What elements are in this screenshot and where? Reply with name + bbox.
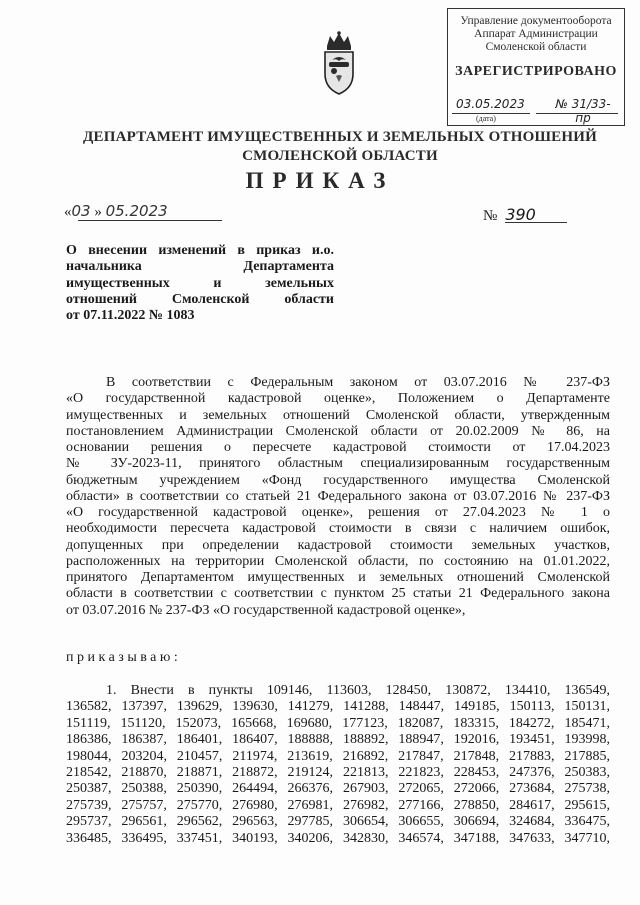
stamp-handwritten-number: № 31/33-пр (555, 97, 611, 125)
stamp-line-1: Управление документооборота (460, 15, 612, 27)
stamp-date-caption: (дата) (476, 114, 496, 123)
date-day-handwritten: 03 (71, 202, 91, 220)
department-header (60, 128, 620, 166)
preamble-paragraph (66, 375, 610, 619)
stamp-handwritten-date: 03.05.2023 (456, 97, 525, 111)
preamble-line: бюджетным учреждением «Фонд государственного имущества Смоленской (66, 472, 610, 488)
number-sign: № (483, 208, 498, 224)
number-underline (505, 222, 567, 223)
date-open-quote: « (64, 204, 72, 220)
preamble-line: области в соответствии с соответствии с пунктом 25 статьи 21 Федерального закона (66, 586, 610, 602)
stamp-line-2: Аппарат Администрации (474, 28, 598, 40)
date-month-year-handwritten: 05.2023 (105, 202, 168, 220)
preamble-line: от 03.07.2016 № 237-ФЗ «О государственной кадастровой оценке», (66, 602, 466, 618)
item-line: 1. Внести в пункты 109146, 113603, 128450, 130872, 134410, 136549, (106, 683, 610, 698)
preamble-line: области» в соответствии со статьей 21 Федерального закона от 03.07.2016 № 237-ФЗ (66, 488, 610, 504)
item-line: 151119, 151120, 152073, 165668, 169680, 177123, 182087, 183315, 184272, 185471, (66, 715, 610, 731)
item-line: 336485, 336495, 337451, 340193, 340206, 342830, 346574, 347188, 347633, 347710, (66, 830, 610, 846)
document-type-title: ПРИКАЗ (245, 168, 395, 193)
subject-line: начальника Департамента (66, 259, 334, 275)
preamble-line: необходимости пересчета кадастровой стоимости в связи с наличием ошибок, (66, 521, 610, 537)
order-subject (66, 243, 334, 324)
order-date (64, 202, 168, 221)
order-word: приказываю: (66, 650, 182, 665)
preamble-line: В соответствии с Федеральным законом от 03.07.2016 № 237-ФЗ (106, 375, 610, 390)
preamble-line: допущенных при определении кадастровой стоимости земельных участков, (66, 537, 610, 553)
date-underline (78, 220, 222, 221)
stamp-number-underline (536, 113, 618, 114)
preamble-line: «О государственной кадастровой оценке», решения от 27.04.2023 № 1 о (66, 505, 610, 520)
item-line: 295737, 296561, 296562, 296563, 297785, 306654, 306655, 306694, 324684, 336475, (66, 814, 610, 830)
registration-stamp (447, 8, 625, 126)
stamp-registered: ЗАРЕГИСТРИРОВАНО (455, 64, 617, 79)
preamble-line: основании решения о пересчете кадастровой стоимости от 17.04.2023 (66, 440, 610, 455)
department-line-1: ДЕПАРТАМЕНТ ИМУЩЕСТВЕННЫХ И ЗЕМЕЛЬНЫХ ОТНОШЕНИЙ (83, 129, 597, 145)
subject-line: от 07.11.2022 № 1083 (66, 308, 195, 324)
preamble-line: имущественных и земельных отношений Смоленской области, утвержденным (66, 407, 610, 423)
department-line-2: СМОЛЕНСКОЙ ОБЛАСТИ (242, 148, 438, 164)
coat-of-arms-icon (318, 30, 360, 98)
preamble-line: постановлением Администрации Смоленской области от 20.02.2009 № 86, на (66, 423, 610, 439)
preamble-line: принятого Департаментом имущественных и земельных отношений Смоленской (66, 570, 610, 585)
preamble-line: расположенных на территории Смоленской области, по состоянию на 01.01.2022, (66, 553, 610, 569)
item-line: 218542, 218870, 218871, 218872, 219124, 221813, 221823, 228453, 247376, 250383, (66, 765, 610, 781)
item-line: 186386, 186387, 186401, 186407, 188888, 188892, 188947, 192016, 193451, 193998, (66, 732, 610, 748)
item-line: 198044, 203204, 210457, 211974, 213619, 216892, 217847, 217848, 217883, 217885, (66, 748, 610, 764)
subject-line: имущественных и земельных (66, 275, 334, 291)
stamp-line-3: Смоленской области (485, 41, 587, 53)
date-close-quote: » (94, 204, 102, 220)
order-item-1 (66, 683, 610, 847)
item-line: 275739, 275757, 275770, 276980, 276981, 276982, 277166, 278850, 284617, 295615, (66, 797, 610, 813)
item-line: 136582, 137397, 139629, 139630, 141279, 141288, 148447, 149185, 150113, 150131, (66, 699, 610, 715)
preamble-line: № ЗУ-2023-11, принятого областным специализированным государственным (66, 456, 610, 472)
number-handwritten: 390 (505, 205, 536, 224)
preamble-line: «О государственной кадастровой оценке», Положением о Департаменте (66, 391, 610, 407)
item-line: 250387, 250388, 250390, 264494, 266376, 267903, 272065, 272066, 273684, 275738, (66, 781, 610, 797)
subject-line: отношений Смоленской области (66, 291, 334, 307)
subject-line: О внесении изменений в приказ и.о. (66, 243, 334, 258)
